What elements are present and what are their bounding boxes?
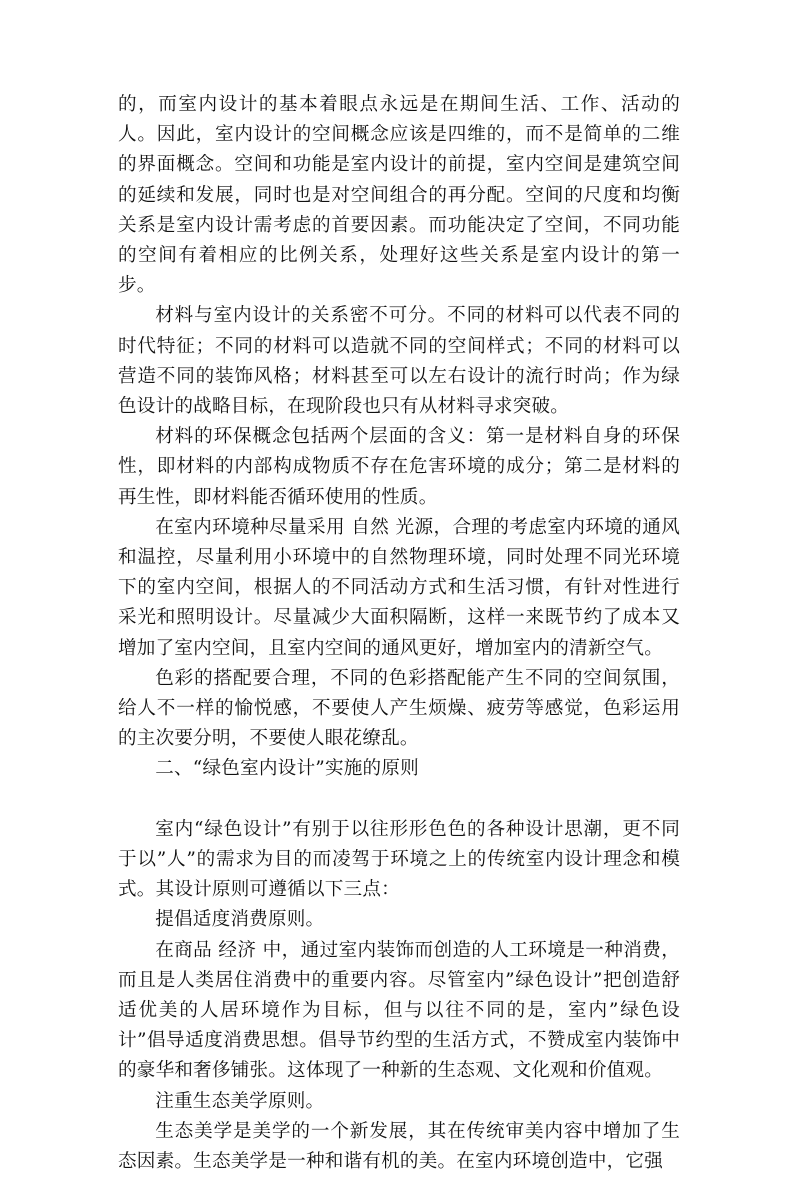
- paragraph-materials: 材料与室内设计的关系密不可分。不同的材料可以代表不同的时代特征；不同的材料可以造就不同的空间样式；不同的材料可以营造不同的装饰风格；材料甚至可以左右设计的流行时尚；作为绿色设计的战略目标，在现阶段也只有从材料寻求突破。: [118, 305, 680, 418]
- section-heading: 二、“绿色室内设计”实施的原则: [155, 758, 419, 780]
- blank-line: [118, 785, 680, 815]
- principle-heading-aesthetics: 注重生态美学原则。: [155, 1090, 325, 1112]
- paragraph-green-design: 室内“绿色设计”有别于以往形形色色的各种设计思潮，更不同于以”人”的需求为目的而凌驾于环境之上的传统室内设计理念和模式。其设计原则可遵循以下三点：: [118, 818, 680, 901]
- paragraph-space-function: 的，而室内设计的基本着眼点永远是在期间生活、工作、活动的人。因此，室内设计的空间概念应该是四维的，而不是简单的二维的界面概念。空间和功能是室内设计的前提，室内空间是建筑空间的延续和发展，同时也是对空间组合的再分配。空间的尺度和均衡关系是室内设计需考虑的首要因素。而功能决定了空间，不同功能的空间有着相应的比例关系，处理好这些关系是室内设计的第一步。: [118, 94, 680, 297]
- paragraph-consumption: 在商品 经济 中，通过室内装饰而创造的人工环境是一种消费，而且是人类居住消费中的重要内容。尽管室内”绿色设计”把创造舒适优美的人居环境作为目标，但与以往不同的是，室内”绿色设计”倡导适度消费思想。倡导节约型的生活方式，不赞成室内装饰中的豪华和奢侈铺张。这体现了一种新的生态观、文化观和价值观。: [118, 939, 680, 1082]
- paragraph-natural-light: 在室内环境种尽量采用 自然 光源，合理的考虑室内环境的通风和温控，尽量利用小环境中的自然物理环境，同时处理不同光环境下的室内空间，根据人的不同活动方式和生活习惯，有针对性进行采光和照明设计。尽量减少大面积隔断，这样一来既节约了成本又增加了室内空间，且室内空间的通风更好，增加室内的清新空气。: [118, 516, 680, 659]
- document-page: [118, 90, 680, 1177]
- paragraph-color: 色彩的搭配要合理，不同的色彩搭配能产生不同的空间氛围，给人不一样的愉悦感，不要使人产生烦燥、疲劳等感觉，色彩运用的主次要分明，不要使人眼花缭乱。: [118, 667, 680, 750]
- principle-heading-consumption: 提倡适度消费原则。: [155, 909, 325, 931]
- paragraph-material-eco: 材料的环保概念包括两个层面的含义：第一是材料自身的环保性，即材料的内部构成物质不存在危害环境的成分；第二是材料的再生性，即材料能否循环使用的性质。: [118, 426, 680, 508]
- paragraph-aesthetics: 生态美学是美学的一个新发展，其在传统审美内容中增加了生态因素。生态美学是一种和谐有机的美。在室内环境创造中，它强: [118, 1120, 680, 1173]
